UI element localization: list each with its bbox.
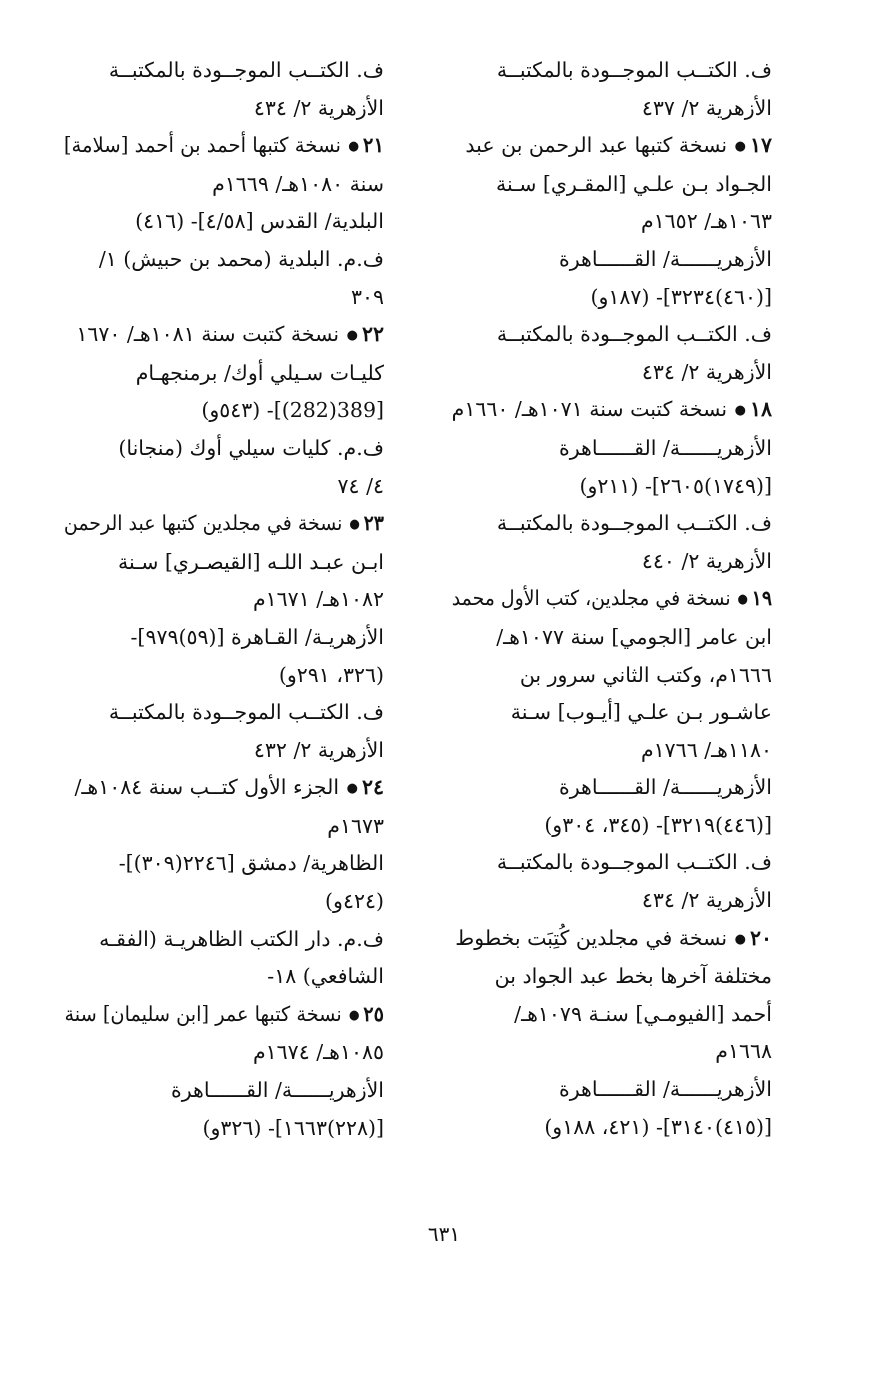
entry-line: ف.م. كليات سيلي أوك (منجانا)	[118, 435, 384, 460]
manuscript-entry	[64, 127, 384, 316]
entry-number: ٢٣	[363, 511, 384, 536]
entry-number: ٢٤	[361, 775, 384, 800]
entry-line	[64, 769, 384, 808]
entry-line: الظاهرية/ دمشق [٢٢٤٦(٣٠٩)]-	[118, 851, 384, 876]
entry-line: أحمد [الفيومـي] سنـة ١٠٧٩هـ/	[514, 1001, 772, 1026]
entry-line: [(٤٤٦)٣٢١٩]- (٣٤٥، ٣٠٤و)	[544, 812, 772, 837]
entry-text: نسخة في مجلدين كتبها عبد الرحمن	[63, 511, 343, 536]
entry-line: ف. الكتــب الموجــودة بالمكتبــة	[496, 322, 772, 347]
manuscript-entry	[64, 505, 384, 769]
entry-line: الجـواد بـن علـي [المقـري] سـنة	[496, 171, 772, 196]
bullet-icon: ●	[737, 592, 748, 608]
entry-line: الأزهريـة/ القـاهرة [(٥٩)٩٧٩]-	[130, 624, 384, 649]
entry-text: نسخة كتبت سنة ١٠٨١هـ/ ١٦٧٠	[76, 322, 340, 347]
entry-line: [(٢٢٨)١٦٦٣]- (٣٢٦و)	[202, 1115, 384, 1140]
entry-line: الأزهرية ٢/ ٤٣٤	[641, 888, 772, 913]
entry-line: ١٦٦٨م	[715, 1039, 772, 1064]
bullet-icon: ●	[734, 139, 746, 155]
entry-number: ٢١	[362, 133, 384, 158]
entry-line: ف. الكتــب الموجــودة بالمكتبــة	[108, 58, 384, 82]
entry-line: سنة ١٠٨٠هـ/ ١٦٦٩م	[212, 171, 384, 196]
entry-line	[452, 127, 772, 166]
entry-line: الأزهريــــــة/ القــــــاهرة	[558, 246, 772, 271]
entry-line: عاشـور بـن علـي [أيـوب] سـنة	[510, 700, 772, 725]
entry-line: [389(282)]- (٥٤٣و)	[201, 398, 384, 423]
bullet-icon: ●	[348, 139, 360, 155]
bullet-icon: ●	[346, 328, 358, 344]
entry-number: ٢٥	[363, 1001, 384, 1026]
entry-continuation	[64, 52, 384, 127]
entry-number: ١٩	[751, 586, 772, 611]
entry-line: (٤٢٤و)	[325, 889, 384, 914]
entry-line: (٣٢٦، ٢٩١و)	[278, 662, 384, 687]
bullet-icon: ●	[349, 517, 360, 533]
manuscript-entry	[64, 769, 384, 996]
entry-line: ٤/ ٧٤	[337, 473, 384, 498]
entry-number: ٢٠	[749, 925, 772, 950]
manuscript-entry	[64, 316, 384, 505]
entry-line	[452, 391, 772, 430]
entry-line: ١٠٦٣هـ/ ١٦٥٢م	[640, 209, 772, 234]
entry-line: الأزهرية ٢/ ٤٣٢	[253, 737, 384, 762]
entry-line: الأزهرية ٢/ ٤٣٤	[253, 95, 384, 120]
entry-line: [(٤١٥)٣١٤٠]- (٤٢١، ١٨٨و)	[544, 1114, 772, 1139]
entry-line: ف. الكتــب الموجــودة بالمكتبــة	[496, 511, 772, 536]
manuscript-entry	[452, 127, 772, 391]
entry-line: ف. الكتــب الموجــودة بالمكتبــة	[108, 700, 384, 725]
entry-line: مختلفة آخرها بخط عبد الجواد بن	[494, 964, 772, 989]
entry-line	[63, 505, 384, 544]
entry-line: الأزهريــــــة/ القــــــاهرة	[558, 1077, 772, 1102]
right-column	[452, 52, 772, 1146]
bullet-icon: ●	[346, 781, 358, 797]
manuscript-entry	[452, 920, 772, 1147]
manuscript-entry	[64, 996, 384, 1147]
entry-line: ١٦٧٣م	[327, 813, 384, 838]
page-number: ٦٣١	[427, 1222, 461, 1246]
entry-continuation	[452, 52, 772, 127]
entry-line: الأزهريــــــة/ القــــــاهرة	[558, 435, 772, 460]
entry-line: ف.م. البلدية (محمد بن حبيش) ١/	[98, 246, 384, 271]
entry-line	[64, 316, 384, 355]
entry-line: [(٤٦٠)٣٢٣٤]- (١٨٧و)	[590, 284, 772, 309]
entry-line	[451, 580, 772, 619]
entry-line	[63, 127, 384, 166]
entry-line: ابن عامر [الجومي] سنة ١٠٧٧هـ/	[496, 624, 772, 649]
entry-text: نسخة في مجلدين كُتِبَت بخطوط	[455, 925, 728, 950]
bullet-icon: ●	[348, 1007, 360, 1023]
entry-line: البلدية/ القدس [٤/٥٨]- (٤١٦)	[135, 209, 384, 234]
entry-line: ابـن عبـد اللـه [القيصـري] سـنة	[118, 549, 384, 574]
manuscript-entry	[452, 580, 772, 919]
entry-text: نسخة كتبها عمر [ابن سليمان] سنة	[64, 1001, 342, 1026]
entry-line: ف.م. دار الكتب الظاهريـة (الفقـه	[99, 926, 384, 951]
left-column	[64, 52, 384, 1147]
entry-line: كليـات سـيلي أوك/ برمنجهـام	[135, 360, 384, 385]
entry-line: الأزهرية ٢/ ٤٣٤	[641, 359, 772, 384]
entry-text: نسخة كتبها أحمد بن أحمد [سلامة]	[63, 133, 341, 158]
entry-line: ١٠٨٢هـ/ ١٦٧١م	[252, 587, 384, 612]
entry-line: [(١٧٤٩)٢٦٠٥]- (٢١١و)	[579, 473, 772, 498]
entry-line: الشافعي) ١٨-	[267, 964, 384, 989]
entry-text: الجزء الأول كتــب سنة ١٠٨٤هـ/	[74, 775, 340, 800]
entry-number: ١٨	[749, 397, 772, 422]
entry-line: الأزهرية ٢/ ٤٤٠	[641, 548, 772, 573]
entry-text: نسخة في مجلدين، كتب الأول محمد	[451, 586, 731, 611]
entry-line	[452, 920, 772, 959]
entry-text: نسخة كتبها عبد الرحمن بن عبد	[465, 133, 728, 158]
entry-line	[64, 996, 384, 1035]
entry-line: ١٠٨٥هـ/ ١٦٧٤م	[252, 1040, 384, 1065]
entry-text: نسخة كتبت سنة ١٠٧١هـ/ ١٦٦٠م	[451, 397, 728, 422]
entry-line: ف. الكتــب الموجــودة بالمكتبــة	[496, 58, 772, 82]
entry-number: ٢٢	[361, 322, 384, 347]
entry-line: الأزهريــــــة/ القــــــاهرة	[558, 775, 772, 800]
entry-number: ١٧	[749, 133, 772, 158]
bullet-icon: ●	[734, 403, 746, 419]
entry-line: الأزهرية ٢/ ٤٣٧	[641, 95, 772, 120]
entry-line: ١٦٦٦م، وكتب الثاني سرور بن	[519, 662, 772, 687]
entry-line: ٣٠٩	[350, 284, 384, 309]
entry-line: الأزهريــــــة/ القــــــاهرة	[170, 1078, 384, 1103]
bullet-icon: ●	[734, 931, 746, 947]
entry-line: ف. الكتــب الموجــودة بالمكتبــة	[496, 850, 772, 875]
manuscript-entry	[452, 391, 772, 580]
entry-line: ١١٨٠هـ/ ١٧٦٦م	[640, 737, 772, 762]
